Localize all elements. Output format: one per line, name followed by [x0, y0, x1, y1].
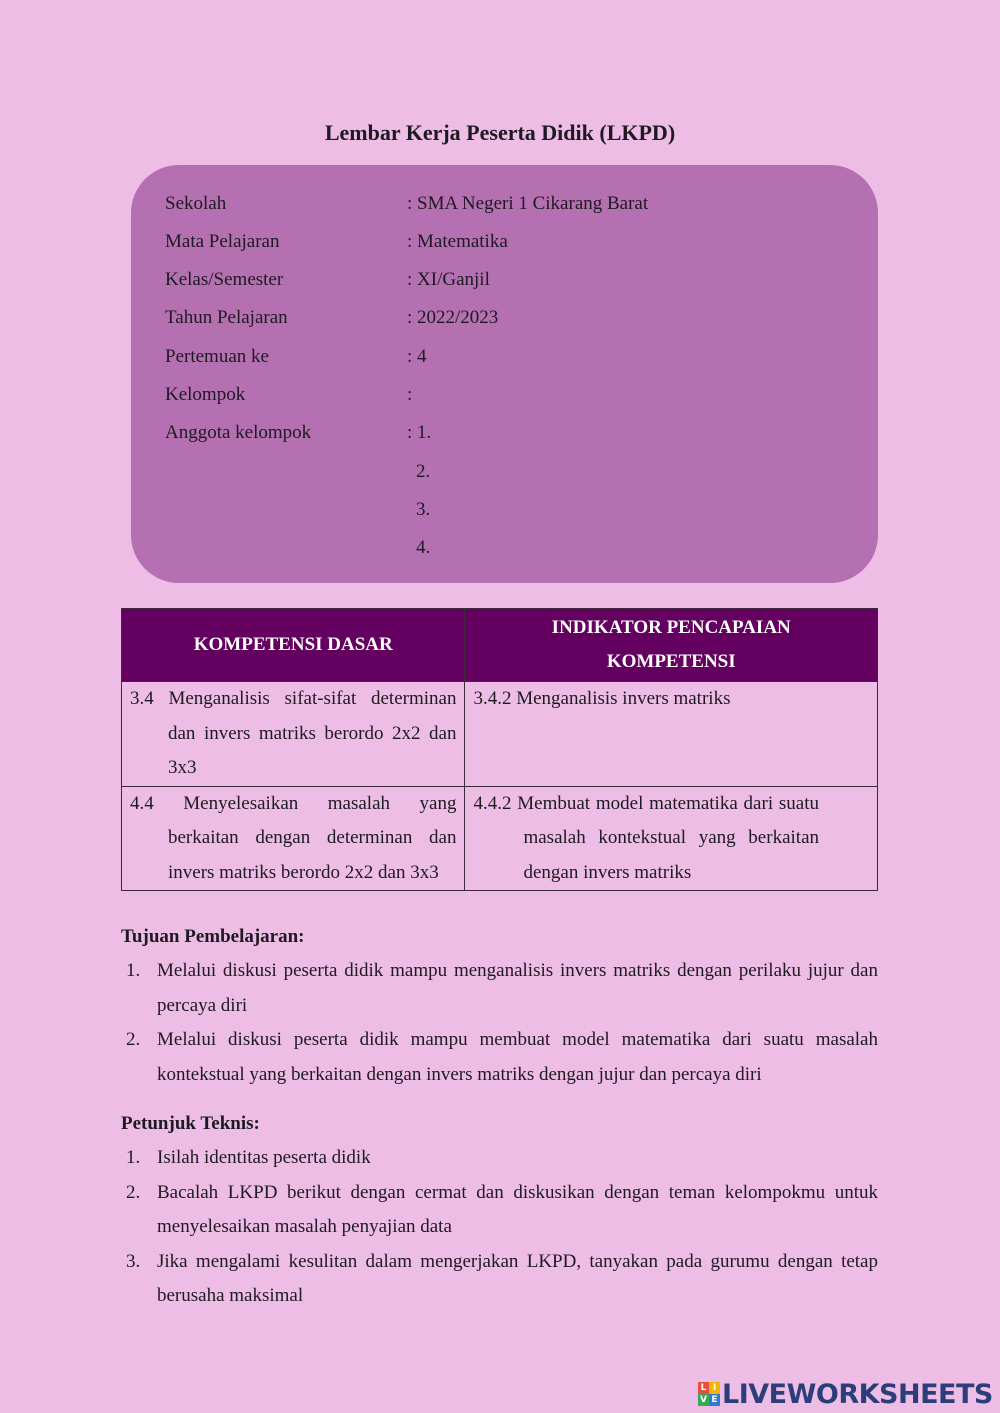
list-text: Isilah identitas peserta didik [157, 1147, 371, 1168]
list-number: 2. [126, 1029, 141, 1050]
liveworksheets-text: LIVEWORKSHEETS [722, 1378, 993, 1410]
identity-label: Kelas/Semester [165, 269, 284, 290]
header-indikator: INDIKATOR PENCAPAIAN KOMPETENSI [465, 609, 878, 682]
identity-value: : XI/Ganjil [407, 269, 490, 290]
list-item [121, 1245, 878, 1314]
identity-value: : SMA Negeri 1 Cikarang Barat [407, 193, 649, 214]
ipk-cell [465, 786, 878, 891]
header-kompetensi-dasar: KOMPETENSI DASAR [122, 609, 465, 682]
member-number: 4. [416, 537, 431, 558]
liveworksheets-logo [698, 1378, 993, 1410]
table-header-row [122, 609, 878, 682]
identity-box [131, 165, 878, 583]
petunjuk-heading: Petunjuk Teknis: [121, 1113, 260, 1134]
list-item [121, 954, 878, 1023]
identity-label: Mata Pelajaran [165, 231, 280, 252]
kd-text: 4.4 Menyelesaikan masalah yang berkaitan dengan determinan dan invers matriks berordo 2x2 dan 3x3 [130, 792, 457, 883]
petunjuk-section [121, 1107, 878, 1314]
list-text: Melalui diskusi peserta didik mampu membuat model matematika dari suatu masalah kontekstual yang berkaitan dengan invers matriks dengan jujur dan percaya diri [157, 1029, 878, 1085]
table-row [122, 786, 878, 891]
identity-label: Tahun Pelajaran [165, 307, 288, 328]
identity-value: : 1. [407, 422, 432, 443]
list-number: 1. [126, 960, 141, 981]
mark-letter: I [709, 1382, 720, 1394]
table-row [122, 682, 878, 787]
identity-label: Anggota kelompok [165, 422, 312, 443]
identity-label: Sekolah [165, 193, 227, 214]
identity-value: : 2022/2023 [407, 307, 499, 328]
ipk-text: 4.4.2 Membuat model matematika dari suatu masalah kontekstual yang berkaitan dengan invers matriks [473, 792, 819, 883]
tujuan-list [121, 954, 878, 1092]
list-number: 2. [126, 1181, 141, 1203]
list-text: Melalui diskusi peserta didik mampu menganalisis invers matriks dengan perilaku jujur dan percaya diri [157, 960, 878, 1016]
kd-cell [122, 682, 465, 787]
mark-letter: L [698, 1382, 709, 1394]
tujuan-heading: Tujuan Pembelajaran: [121, 926, 305, 947]
mark-letter: E [709, 1394, 720, 1406]
tujuan-section [121, 920, 878, 1092]
list-text: Jika mengalami kesulitan dalam mengerjakan LKPD, tanyakan pada gurumu dengan tetap berusaha maksimal [157, 1250, 878, 1306]
ipk-text: 3.4.2 Menganalisis invers matriks [473, 688, 731, 709]
identity-value: : [407, 384, 413, 405]
identity-value: : Matematika [407, 231, 508, 252]
ipk-cell [465, 682, 878, 787]
competency-table [121, 608, 878, 891]
kd-text: 3.4 Menganalisis sifat-sifat determinan dan invers matriks berordo 2x2 dan 3x3 [130, 688, 457, 778]
liveworksheets-mark-icon [698, 1382, 720, 1406]
list-item [121, 1023, 878, 1092]
identity-label: Kelompok [165, 384, 246, 405]
list-item [121, 1141, 878, 1176]
list-number: 1. [126, 1147, 141, 1168]
list-item [121, 1176, 878, 1245]
mark-letter: V [698, 1394, 709, 1406]
identity-value: : 4 [407, 346, 427, 367]
identity-label: Pertemuan ke [165, 346, 269, 367]
kd-cell [122, 786, 465, 891]
petunjuk-list [121, 1141, 878, 1314]
member-number: 2. [416, 461, 431, 482]
list-text: Bacalah LKPD berikut dengan cermat dan diskusikan dengan teman kelompokmu untuk menyelesaikan masalah penyajian data [157, 1181, 878, 1237]
list-number: 3. [126, 1250, 141, 1272]
page-title: Lembar Kerja Peserta Didik (LKPD) [324, 120, 676, 145]
member-number: 3. [416, 499, 431, 520]
